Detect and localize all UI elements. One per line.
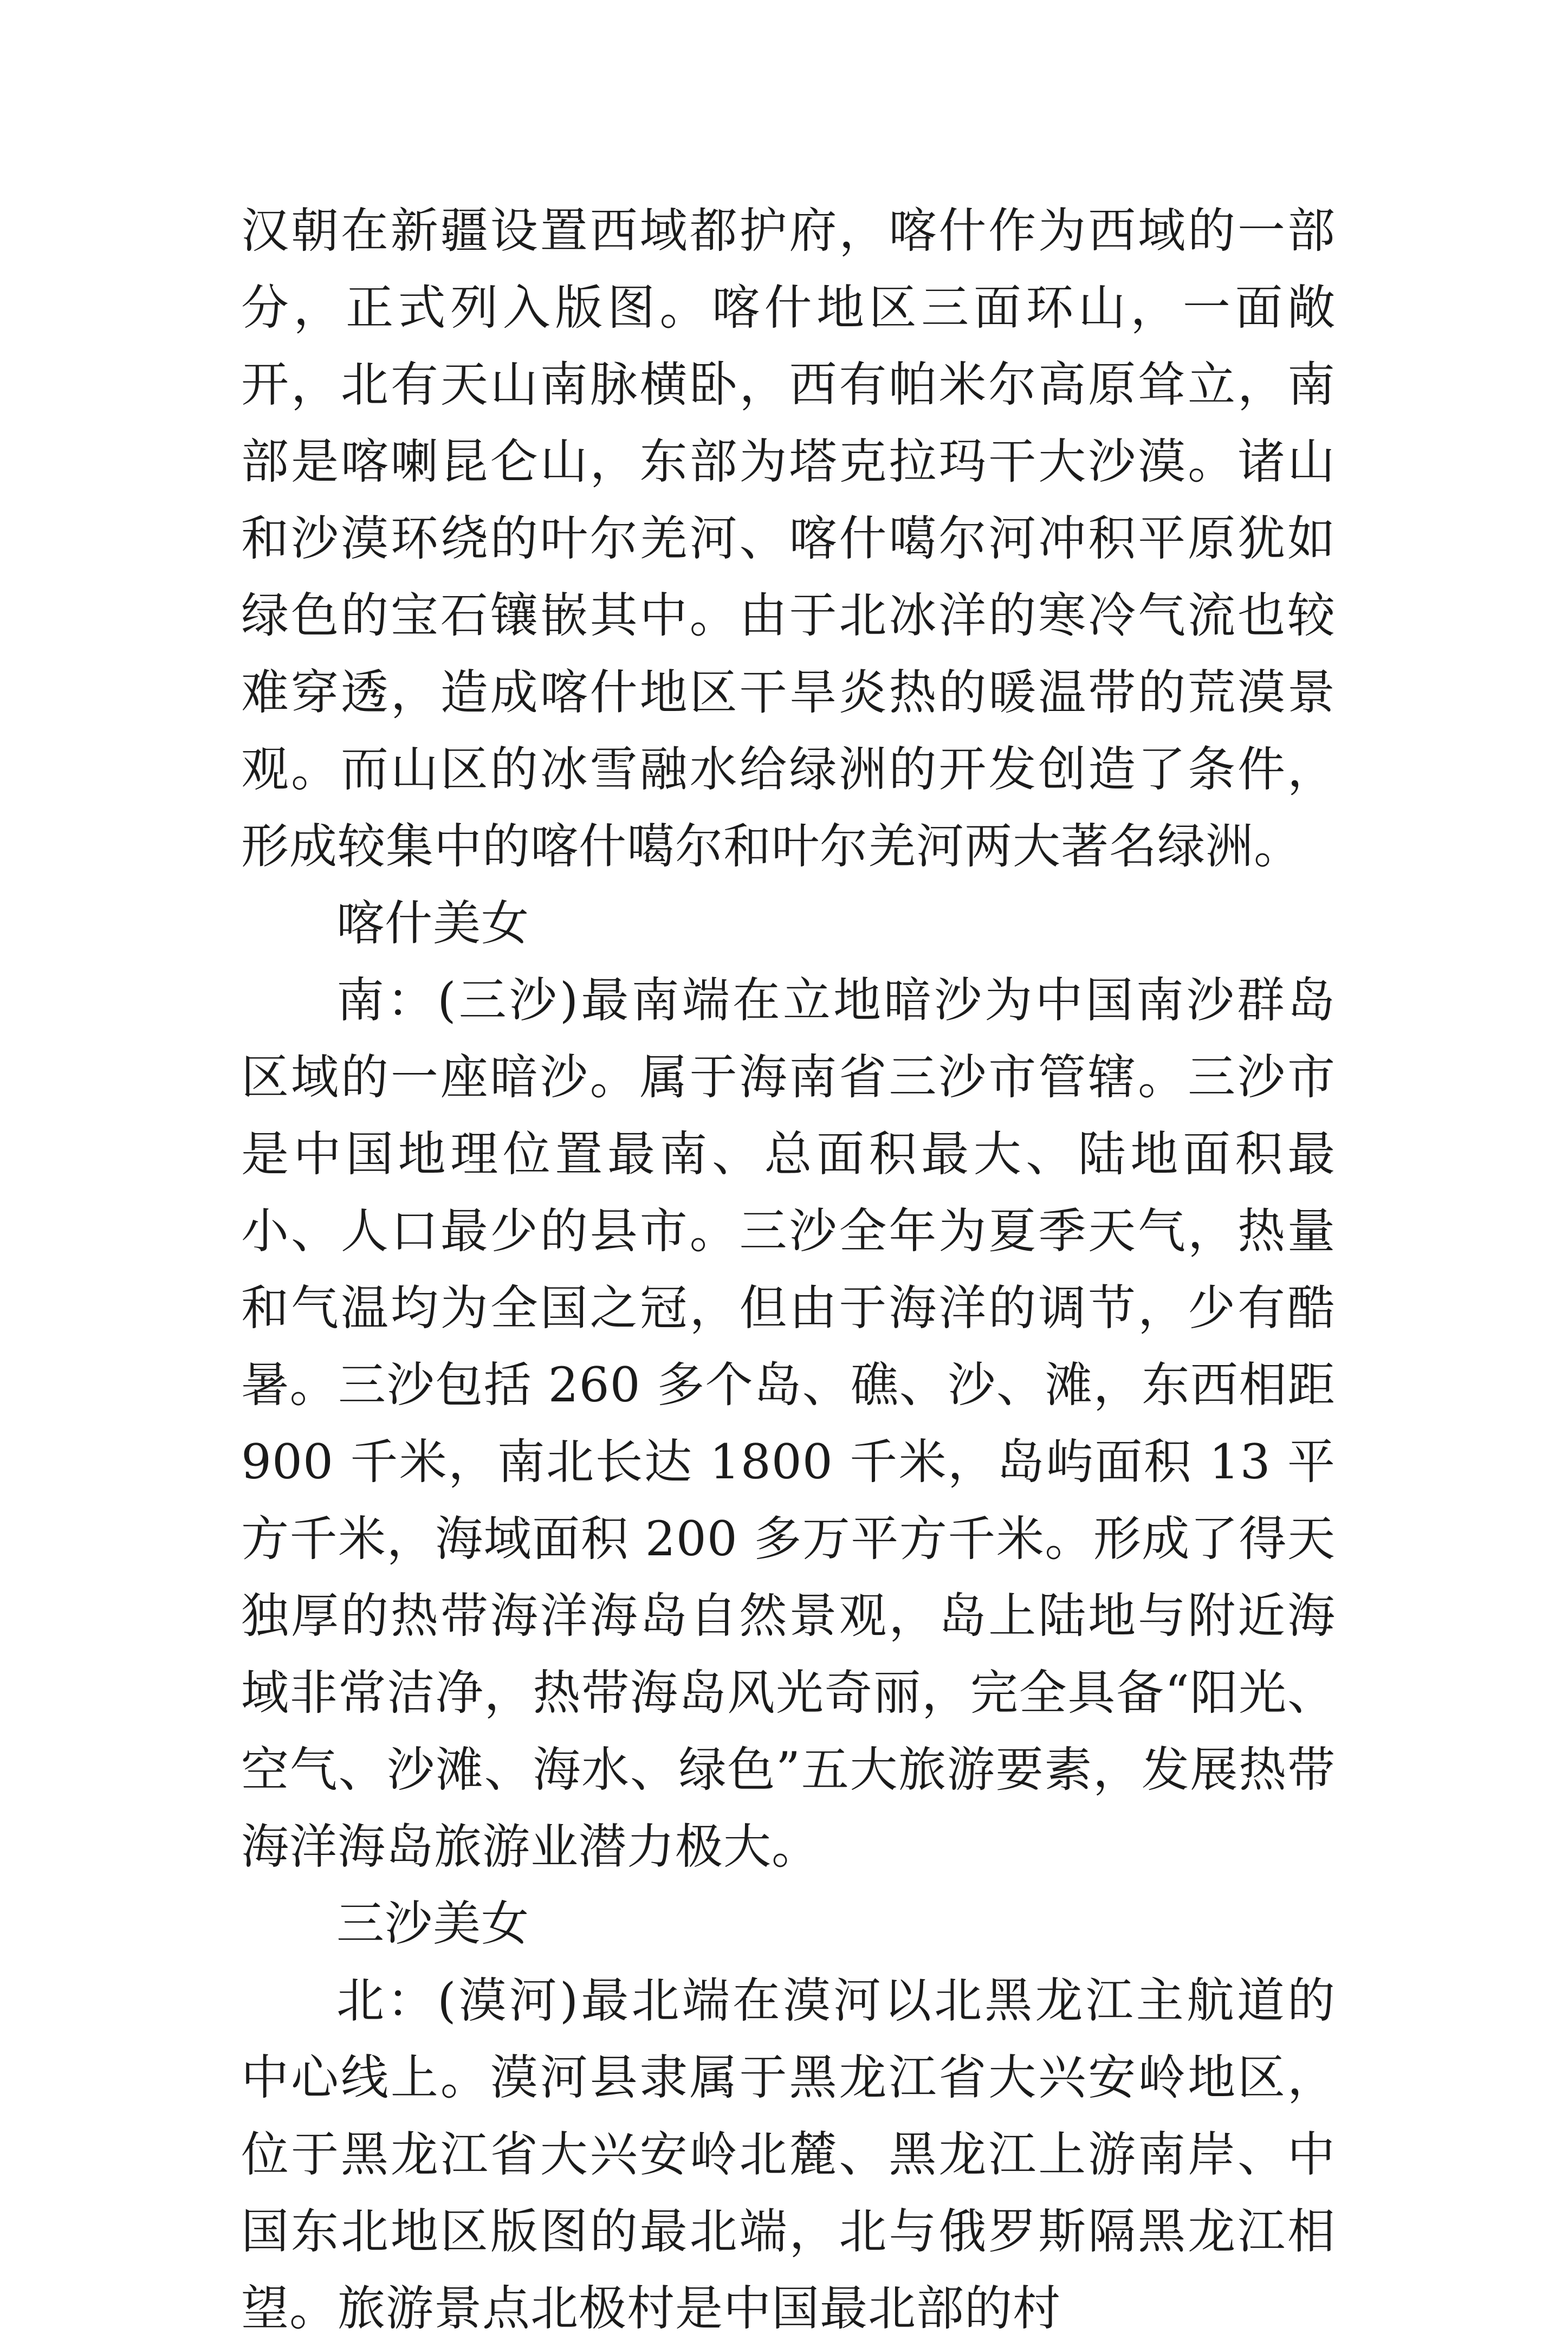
heading-sansha-beauty: 三沙美女 [336,1896,530,1951]
paragraph-kashgar-geography: 汉朝在新疆设置西域都护府，喀什作为西域的一部分，正式列入版图。喀什地区三面环山，一面敞开，北有天山南脉横卧，西有帕米尔高原耸立，南部是喀喇昆仑山，东部为塔克拉玛干大沙漠。诸山和沙漠环绕的叶尔羌河、喀什噶尔河冲积平原犹如绿色的宝石镶嵌其中。由于北冰洋的寒冷气流也较难穿透，造成喀什地区干旱炎热的暖温带的荒漠景观。而山区的冰雪融水给绿洲的开发创造了条件，形成较集中的喀什噶尔和叶尔羌河两大著名绿洲。 [241,203,1336,874]
document-body [241,192,1336,2347]
heading-kashgar-beauty: 喀什美女 [336,895,530,951]
paragraph-north-mohe: 北：(漠河)最北端在漠河以北黑龙江主航道的中心线上。漠河县隶属于黑龙江省大兴安岭地区，位于黑龙江省大兴安岭北麓、黑龙江上游南岸、中国东北地区版图的最北端，北与俄罗斯隔黑龙江相望。旅游景点北极村是中国最北部的村 [241,1973,1336,2336]
paragraph-south-sansha: 南：(三沙)最南端在立地暗沙为中国南沙群岛区域的一座暗沙。属于海南省三沙市管辖。三沙市是中国地理位置最南、总面积最大、陆地面积最小、人口最少的县市。三沙全年为夏季天气，热量和气温均为全国之冠，但由于海洋的调节，少有酷暑。三沙包括 260 多个岛、礁、沙、滩，东西相距 900 千米，南北长达 1800 千米，岛屿面积 13 平方千米，海域面积 200 多万平方千米。形成了得天独厚的热带海洋海岛自然景观，岛上陆地与附近海域非常洁净，热带海岛风光奇丽，完全具备“阳光、空气、沙滩、海水、绿色”五大旅游要素，发展热带海洋海岛旅游业潜力极大。 [241,972,1336,1874]
